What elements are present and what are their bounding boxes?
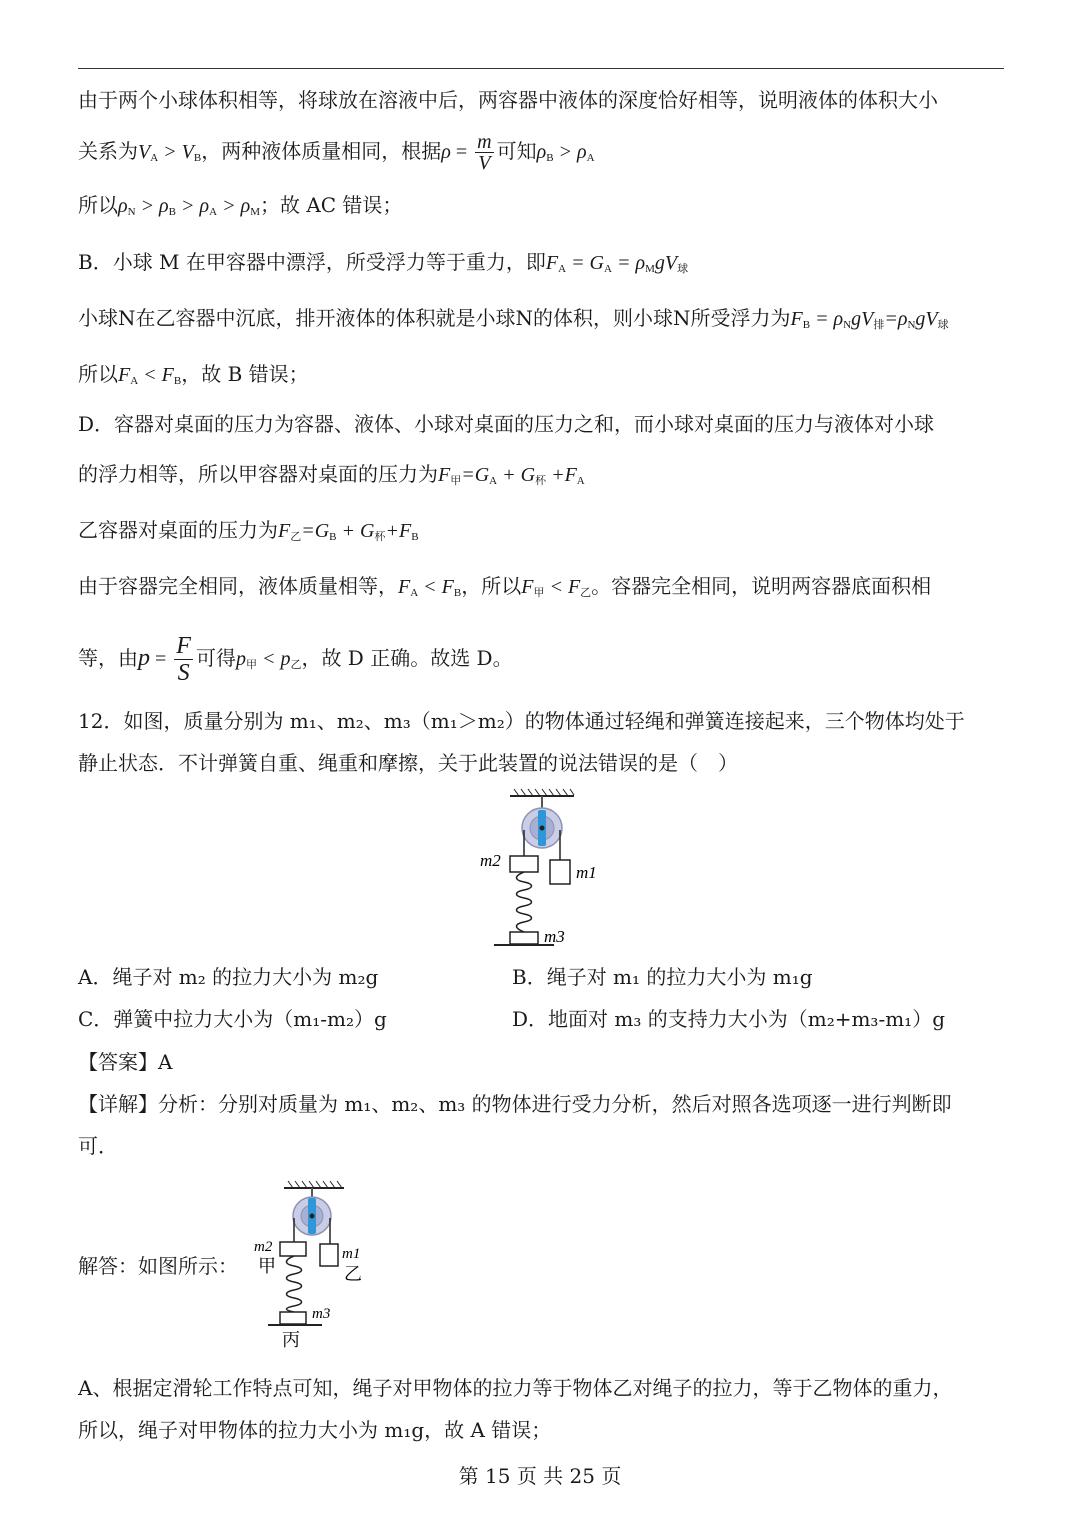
label-m3: m3 [312, 1306, 331, 1322]
label-m2: m2 [480, 851, 501, 870]
question-text: 12．如图，质量分别为 m₁、m₂、m₃（m₁＞m₂）的物体通过轻绳和弹簧连接起来，三个物体均处于 [78, 709, 965, 733]
pulley-diagram [474, 786, 614, 951]
page-footer: 第 15 页 共 25 页 [458, 1464, 622, 1488]
header-rule [78, 68, 1004, 69]
option-d[interactable]: D．地面对 m₃ 的支持力大小为（m₂+m₃-m₁）g [512, 1007, 945, 1031]
solution-label: 解答：如图所示： [78, 1254, 238, 1278]
detail-text: 【详解】分析：分别对质量为 m₁、m₂、m₃ 的物体进行受力分析，然后对照各选项逐一进行判断即 [78, 1092, 952, 1116]
label-m3: m3 [544, 927, 565, 946]
text-line: 关系为$V_A > V_B$，两种液体质量相同，根据ρ = $\frac{m}{V}$ 可知$\rho_B > \rho_A$ [78, 131, 595, 174]
detail-text: 所以，绳子对甲物体的拉力大小为 m₁g，故 A 错误； [78, 1418, 552, 1442]
detail-text: 可． [78, 1134, 118, 1158]
text-line: D．容器对桌面的压力为容器、液体、小球对桌面的压力之和，而小球对桌面的压力与液体对小球 [78, 412, 935, 436]
text-line: 的浮力相等，所以甲容器对桌面的压力为$F_甲=G_A + G_杯 +F_A$ [78, 462, 585, 487]
label-m1: m1 [576, 863, 597, 882]
text-line: 由于容器完全相同，液体质量相等，$F_A < F_B$，所以$F_甲 < F_乙$。容器完全相同，说明两容器底面积相 [78, 574, 932, 599]
label-bing: 丙 [282, 1330, 300, 1350]
text-line: 小球N在乙容器中沉底，排开液体的体积就是小球N的体积，则小球N所受浮力为$F_B = \rho_NgV_排=\rho_NgV_球$ [78, 306, 949, 331]
question-text: 静止状态．不计弹簧自重、绳重和摩擦，关于此装置的说法错误的是（ ） [78, 751, 738, 775]
text-line: 由于两个小球体积相等，将球放在溶液中后，两容器中液体的深度恰好相等，说明液体的体积大小 [78, 88, 938, 112]
text-line: 乙容器对桌面的压力为$F_乙=G_B + G_杯+F_B$ [78, 518, 419, 543]
detail-text: A、根据定滑轮工作特点可知，绳子对甲物体的拉力等于物体乙对绳子的拉力，等于乙物体的重力， [78, 1376, 953, 1400]
option-a[interactable]: A．绳子对 m₂ 的拉力大小为 m₂g [78, 965, 379, 989]
label-m1: m1 [342, 1246, 361, 1262]
text-line: B．小球 M 在甲容器中漂浮，所受浮力等于重力，即$F_A = G_A = \rho_MgV_球$ [78, 250, 689, 275]
option-b[interactable]: B．绳子对 m₁ 的拉力大小为 m₁g [512, 965, 813, 989]
answer: 【答案】A [78, 1050, 173, 1074]
pulley-diagram-labeled [246, 1176, 386, 1356]
text-line: 所以$F_A < F_B$，故 B 错误； [78, 362, 309, 387]
text-line: 等，由p = $\frac{F}{S}$ 可得$p_甲 < p_乙$，故 D 正确。故选 D。 [78, 633, 513, 686]
label-jia: 甲 [258, 1256, 276, 1276]
label-m2: m2 [254, 1239, 273, 1255]
option-c[interactable]: C．弹簧中拉力大小为（m₁-m₂）g [78, 1007, 387, 1031]
label-yi: 乙 [344, 1264, 362, 1284]
text-line: 所以$\rho_N > \rho_B > \rho_A > \rho_M$；故 AC 错误； [78, 193, 403, 218]
